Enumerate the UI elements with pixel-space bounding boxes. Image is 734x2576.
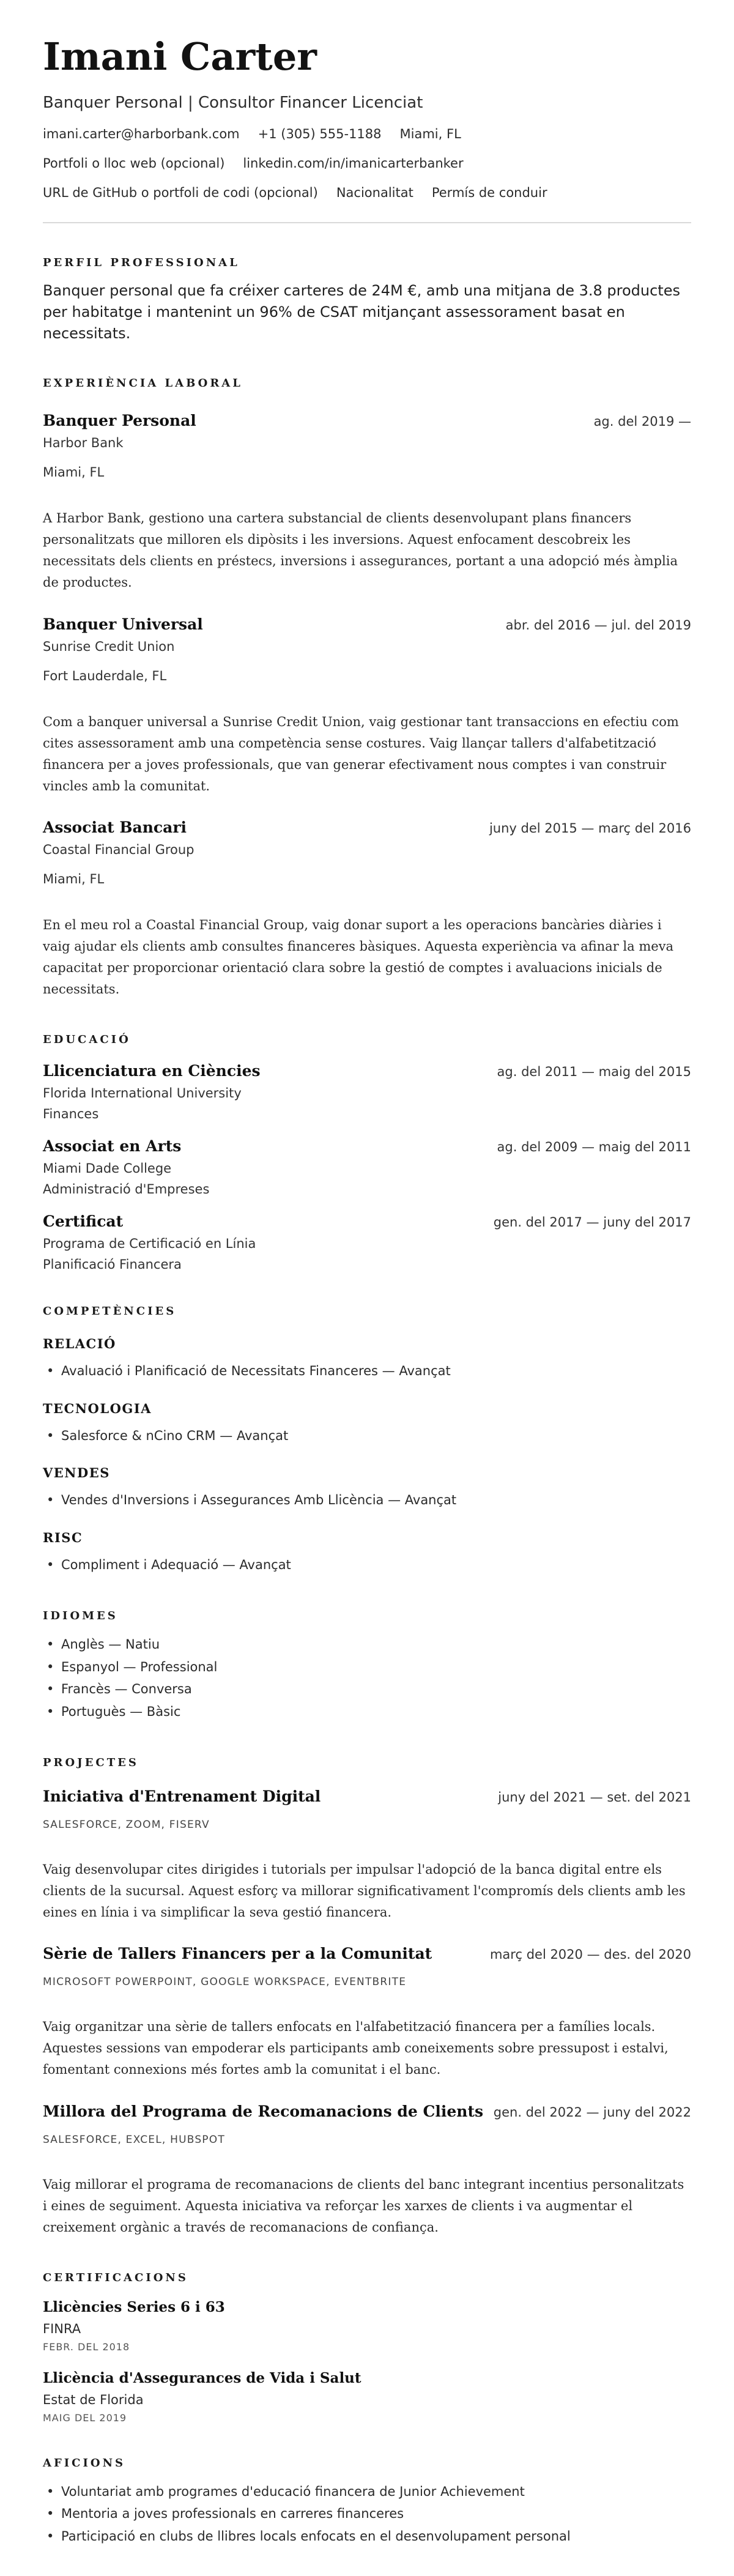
experience-heading: EXPERIÈNCIA LABORAL [43,377,243,390]
job-location: Miami, FL [43,872,105,887]
project-description: Vaig organitzar una sèrie de tallers enfocats en l'alfabetització financera per a famílies locals. Aquestes sessions van empoderar els participants amb coneixements sobre pressupost i estalvi, fomentant connexions més fortes amb la comunitat i el banc. [43,2019,669,2077]
certification-date: FEBR. DEL 2018 [43,2340,130,2353]
project-description: Vaig millorar el programa de recomanacions de clients del banc integrant incentius personalitzats i eines de seguiment. Aquesta iniciativa va reforçar les xarxes de clients i va augmentar el creixement orgànic a través de recomanacions de confiança. [43,2177,684,2235]
summary-text: Banquer personal que fa créixer carteres de 24M €, amb una mitjana de 3.8 productes per habitatge i mantenint un 96% de CSAT mitjançant assessorament basat en necessitats. [43,282,680,342]
skill-item: • Avaluació i Planificació de Necessitats Financeres — Avançat [43,1360,691,1383]
skills-heading: COMPETÈNCIES [43,1304,177,1318]
certification-title: Llicències Series 6 i 63 [43,2298,225,2315]
header-divider [43,222,691,223]
skill-list [43,1554,691,1576]
skill-group-title: TECNOLOGIA [43,1400,152,1416]
project-title: Sèrie de Tallers Financers per a la Comunitat [43,1945,432,1963]
project-entry [43,1945,691,2080]
certifications-section [43,2271,691,2424]
contact-row-extra [43,185,691,200]
contact-row-links [43,156,691,171]
candidate-name: Imani Carter [43,34,317,79]
project-entry-head [43,1945,691,1962]
skill-group-title: RISC [43,1530,83,1546]
experience-entry [43,615,691,796]
job-description: Com a banquer universal a Sunrise Credit Union, vaig gestionar tant transaccions en efectiu com cites assessorament amb una competència sense costures. Vaig llançar tallers d'alfabetització financera per a joves professionals, que van generar efectivament nous comptes i van construir vincles amb la comunitat. [43,714,679,793]
skill-group-title: VENDES [43,1465,110,1481]
contact-nationality: Nacionalitat [336,185,413,201]
summary-section [43,256,691,344]
project-description: Vaig desenvolupar cites dirigides i tutorials per impulsar l'adopció de la banca digital entre els clients de la sucursal. Aquest esforç va millorar significativament l'compromís dels clients amb les eines en línia i va simplificar la seva gestió financera. [43,1861,686,1920]
experience-entry-head [43,615,691,633]
education-entry [43,1062,691,1121]
hobby-item: • Voluntariat amb programes d'educació financera de Junior Achievement [43,2481,691,2503]
job-company: Harbor Bank [43,436,124,451]
candidate-headline: Banquer Personal | Consultor Financer Licenciat [43,94,423,113]
project-dates: gen. del 2022 — juny del 2022 [493,2104,691,2120]
education-entry [43,1212,691,1272]
contact-linkedin[interactable]: linkedin.com/in/imanicarterbanker [243,156,464,171]
education-entry [43,1137,691,1197]
project-dates: març del 2020 — des. del 2020 [489,1947,691,1962]
skill-list [43,1360,691,1383]
contact-license: Permís de conduir [431,185,547,201]
language-item: • Anglès — Natiu [43,1633,691,1656]
degree-institution: Florida International University [43,1085,242,1101]
project-title: Millora del Programa de Recomanacions de Clients [43,2102,484,2120]
degree-dates: ag. del 2009 — maig del 2011 [497,1139,691,1154]
hobby-item: • Participació en clubs de llibres locals enfocats en el desenvolupament personal [43,2525,691,2548]
job-dates: ag. del 2019 — [593,414,691,429]
contact-github[interactable]: URL de GitHub o portfoli de codi (opcional) [43,185,318,201]
languages-heading: IDIOMES [43,1609,118,1622]
contact-row-primary [43,127,691,141]
certification-entry [43,2370,691,2424]
degree-field: Finances [43,1106,99,1121]
project-entry-head [43,2103,691,2120]
job-location: Fort Lauderdale, FL [43,668,167,683]
job-description: A Harbor Bank, gestiono una cartera substancial de clients desenvolupant plans financers personalitzats que milloren els dipòsits i les inversions. Aquest enfocament descobreix les necessitats dels clients en préstecs, inversions i assegurances, portant a una adopció més àmplia de productes. [43,511,678,590]
skill-item: • Salesforce & nCino CRM — Avançat [43,1425,691,1447]
job-company: Sunrise Credit Union [43,639,175,654]
certification-date: MAIG DEL 2019 [43,2411,127,2424]
resume-header [43,34,691,223]
degree-field: Planificació Financera [43,1256,182,1272]
certification-title: Llicència d'Assegurances de Vida i Salut [43,2369,361,2386]
degree-title: Llicenciatura en Ciències [43,1061,261,1080]
job-dates: abr. del 2016 — jul. del 2019 [505,617,691,633]
education-entry-head [43,1212,691,1230]
contact-location: Miami, FL [399,127,461,142]
skill-item: • Compliment i Adequació — Avançat [43,1554,691,1576]
hobby-item: • Mentoria a joves professionals en carreres financeres [43,2503,691,2525]
language-item: • Francès — Conversa [43,1678,691,1701]
project-title: Iniciativa d'Entrenament Digital [43,1787,321,1805]
certifications-heading: CERTIFICACIONS [43,2271,188,2284]
contact-phone[interactable]: +1 (305) 555-1188 [258,127,382,142]
certification-issuer: Estat de Florida [43,2392,144,2407]
experience-entry-head [43,412,691,429]
degree-institution: Programa de Certificació en Línia [43,1236,256,1251]
job-company: Coastal Financial Group [43,842,195,858]
job-description: En el meu rol a Coastal Financial Group, vaig donar suport a les operacions bancàries diàries i vaig ajudar els clients amb consultes financeres bàsiques. Aquesta experiència va afinar la meva capacitat per proporcionar orientació clara sobre la gestió de comptes i avaluacions inicials de necessitats. [43,918,674,997]
education-entry-head [43,1062,691,1080]
project-tech: MICROSOFT POWERPOINT, GOOGLE WORKSPACE, EVENTBRITE [43,1976,407,1989]
language-item: • Espanyol — Professional [43,1656,691,1679]
job-dates: juny del 2015 — març del 2016 [489,821,691,836]
degree-field: Administració d'Empreses [43,1181,210,1197]
degree-institution: Miami Dade College [43,1160,172,1176]
hobby-list [43,2481,691,2548]
skill-list [43,1489,691,1512]
certification-issuer: FINRA [43,2321,81,2336]
experience-entry [43,412,691,593]
degree-title: Certificat [43,1212,124,1230]
education-entry-head [43,1137,691,1155]
project-entry-head [43,1787,691,1805]
language-item: • Portuguès — Bàsic [43,1701,691,1723]
projects-heading: PROJECTES [43,1756,139,1769]
project-tech: SALESFORCE, EXCEL, HUBSPOT [43,2133,225,2146]
degree-dates: ag. del 2011 — maig del 2015 [497,1064,691,1079]
hobbies-section [43,2457,691,2548]
job-location: Miami, FL [43,465,105,480]
experience-entry [43,818,691,1000]
degree-dates: gen. del 2017 — juny del 2017 [493,1214,691,1230]
degree-title: Associat en Arts [43,1137,182,1155]
education-heading: EDUCACIÓ [43,1033,131,1046]
experience-section [43,377,691,1000]
skill-item: • Vendes d'Inversions i Assegurances Amb Llicència — Avançat [43,1489,691,1512]
job-title: Banquer Universal [43,615,203,633]
education-section [43,1033,691,1272]
job-title: Banquer Personal [43,412,196,430]
contact-email[interactable]: imani.carter@harborbank.com [43,127,240,142]
projects-section [43,1756,691,2238]
skill-list [43,1425,691,1447]
summary-heading: PERFIL PROFESSIONAL [43,256,240,270]
job-title: Associat Bancari [43,818,187,837]
language-list [43,1633,691,1723]
skill-group-title: RELACIÓ [43,1335,116,1351]
certification-entry [43,2299,691,2353]
project-dates: juny del 2021 — set. del 2021 [498,1789,691,1805]
project-entry [43,1787,691,1923]
skills-section [43,1305,691,1576]
project-tech: SALESFORCE, ZOOM, FISERV [43,1818,210,1831]
contact-portfolio[interactable]: Portfoli o lloc web (opcional) [43,156,225,171]
languages-section [43,1609,691,1723]
project-entry [43,2103,691,2238]
experience-entry-head [43,818,691,836]
hobbies-heading: AFICIONS [43,2456,126,2470]
